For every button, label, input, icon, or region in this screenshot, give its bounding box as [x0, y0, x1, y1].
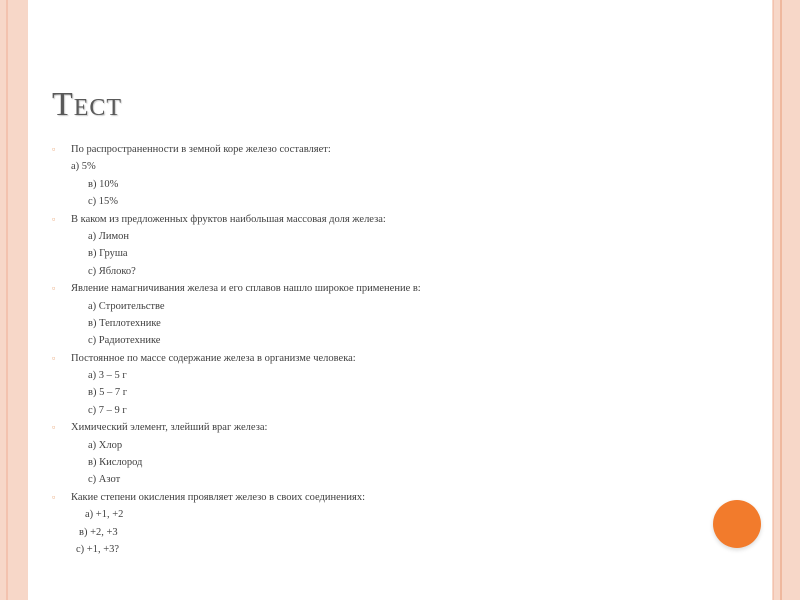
answer-option — [52, 315, 712, 332]
bullet-icon: ▫ — [52, 491, 56, 502]
question-item — [52, 350, 712, 367]
answer-option — [52, 402, 712, 419]
slide-title: Тест — [52, 86, 123, 123]
answer-option — [52, 524, 712, 541]
answer-option — [52, 437, 712, 454]
left-border — [0, 0, 28, 600]
answer-option — [52, 193, 712, 210]
question-text: По распространенности в земной коре железо составляет: — [71, 144, 331, 155]
answer-text: а) Строительстве — [88, 300, 165, 312]
answer-text: в) 5 – 7 г — [88, 387, 128, 399]
decorative-circle — [713, 500, 761, 548]
answer-option — [52, 506, 712, 523]
answer-option — [52, 298, 712, 315]
question-item — [52, 280, 712, 297]
answer-text: в) 10% — [88, 178, 119, 190]
bullet-icon: ▫ — [52, 283, 56, 294]
bullet-icon: ▫ — [52, 213, 56, 224]
answer-option — [52, 332, 712, 349]
right-border — [772, 0, 800, 600]
bullet-icon: ▫ — [52, 144, 56, 154]
answer-text: с) Яблоко? — [88, 265, 136, 277]
answer-text: а) Хлор — [88, 439, 123, 451]
bullet-icon: ▫ — [52, 352, 56, 363]
answer-text: в) +2, +3 — [79, 526, 118, 538]
answer-option — [52, 176, 712, 193]
question-text: В каком из предложенных фруктов наибольшая массовая доля железа: — [71, 213, 386, 225]
answer-option — [52, 384, 712, 401]
question-text: Химический элемент, злейший враг железа: — [71, 422, 268, 434]
answer-option — [52, 367, 712, 384]
answer-text: с) 15% — [88, 196, 119, 208]
answer-text: с) 7 – 9 г — [88, 404, 127, 416]
question-text: Явление намагничивания железа и его сплавов нашло широкое применение в: — [71, 283, 421, 295]
answer-option — [52, 454, 712, 471]
answer-option — [52, 541, 712, 558]
answer-text: а) 3 – 5 г — [88, 370, 127, 382]
answer-option — [52, 263, 712, 280]
answer-text: в) Теплотехнике — [88, 317, 161, 329]
answer-option — [52, 245, 712, 262]
answer-text: в) Груша — [88, 248, 128, 260]
answer-text: а) Лимон — [88, 230, 130, 242]
question-item — [52, 489, 712, 506]
question-item — [52, 141, 712, 158]
question-item — [52, 419, 712, 436]
question-item — [52, 211, 712, 228]
question-text: Постоянное по массе содержание железа в организме человека: — [71, 352, 356, 364]
answer-text: а) 5% — [71, 161, 96, 173]
answer-option — [52, 158, 712, 175]
answer-text: а) +1, +2 — [85, 509, 124, 521]
question-text: Какие степени окисления проявляет железо в своих соединениях: — [71, 491, 365, 503]
answer-option — [52, 471, 712, 488]
answer-text: с) Азот — [88, 474, 121, 486]
answer-text: с) Радиотехнике — [88, 335, 161, 347]
answer-option — [52, 228, 712, 245]
answer-text: в) Кислород — [88, 457, 143, 469]
slide-content — [52, 141, 712, 558]
answer-text: с) +1, +3? — [76, 543, 120, 555]
bullet-icon: ▫ — [52, 422, 56, 433]
